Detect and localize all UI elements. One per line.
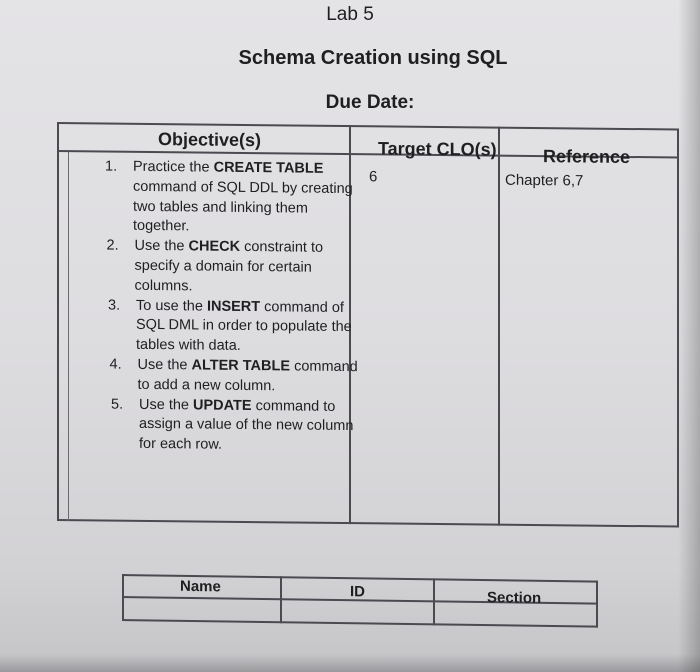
table-border-bottom xyxy=(57,519,679,527)
objective-text: Use the xyxy=(139,396,193,413)
info-border-bottom xyxy=(122,619,598,627)
info-col-divider-2 xyxy=(433,578,435,625)
header-target-clo: Target CLO(s) xyxy=(378,138,497,160)
objective-item xyxy=(108,296,365,358)
objective-number: 5. xyxy=(111,396,124,413)
objective-sql-keyword: CHECK xyxy=(188,238,241,256)
table-inner-margin-line xyxy=(68,150,69,521)
objective-number: 4. xyxy=(109,356,122,373)
objective-text: command to assign a value of the new column for each row. xyxy=(139,397,354,453)
name-label: Name xyxy=(180,577,221,596)
id-label: ID xyxy=(350,583,365,601)
objective-sql-keyword: ALTER TABLE xyxy=(191,357,291,375)
objective-text: Use the xyxy=(134,237,189,255)
lab-subtitle: Schema Creation using SQL xyxy=(238,47,508,69)
photo-bottom-shadow xyxy=(0,654,700,672)
objective-item xyxy=(107,237,366,299)
objective-sql-keyword: UPDATE xyxy=(193,396,252,414)
table-border-right xyxy=(677,128,679,527)
table-border-left xyxy=(57,122,59,521)
objective-item xyxy=(105,158,365,240)
objective-number: 3. xyxy=(108,297,121,314)
objective-item xyxy=(111,395,365,457)
table-col-divider-2 xyxy=(498,127,500,526)
reference-value: Chapter 6,7 xyxy=(505,171,584,190)
objective-text: constraint to specify a domain for certain columns. xyxy=(134,239,324,295)
objective-item xyxy=(110,356,366,398)
lab-title: Lab 5 xyxy=(326,4,374,25)
header-reference: Reference xyxy=(543,146,631,168)
table-border-top xyxy=(57,122,679,130)
target-clo-value: 6 xyxy=(369,168,378,186)
objective-sql-keyword: INSERT xyxy=(206,298,261,315)
objective-text: command to add a new column. xyxy=(137,358,358,395)
info-col-divider-1 xyxy=(280,576,282,623)
objective-text: To use the xyxy=(136,297,207,315)
objective-number: 1. xyxy=(105,158,118,175)
objectives-list xyxy=(105,158,365,458)
objective-sql-keyword: CREATE TABLE xyxy=(213,159,324,177)
objective-text: Use the xyxy=(137,356,192,374)
objective-text: command of SQL DML in order to populate the tables with data. xyxy=(136,298,352,355)
section-label: Section xyxy=(487,589,542,607)
objective-number: 2. xyxy=(106,237,119,254)
objective-text: command of SQL DDL by creating two tables and linking them together. xyxy=(133,178,353,235)
due-date-label: Due Date: xyxy=(325,92,415,113)
student-info-table xyxy=(122,574,598,637)
objective-text: Practice the xyxy=(133,158,214,176)
objectives-table xyxy=(57,122,679,528)
header-objectives: Objective(s) xyxy=(158,129,262,151)
